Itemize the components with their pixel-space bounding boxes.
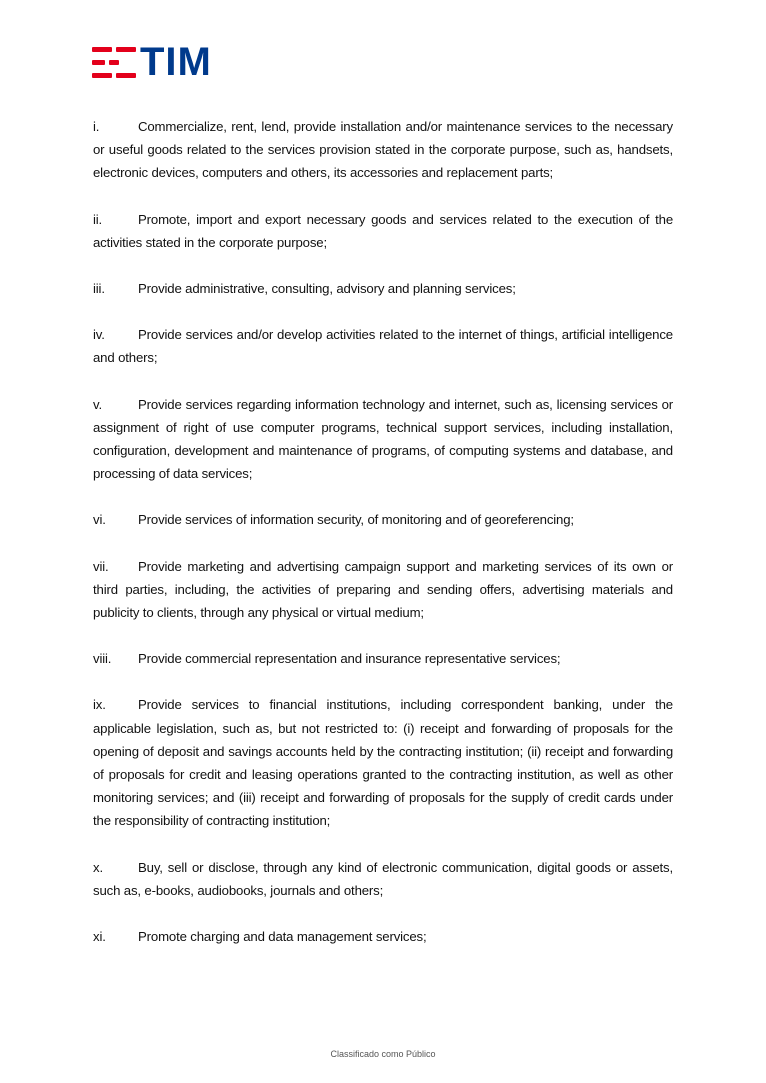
clause-number: ii.	[93, 211, 103, 227]
clause-text: Provide services regarding information technology and internet, such as, licensing services or assignment of right of use computer programs, technical support services, including installation, configuration, development and maintenance of programs, of computing systems and database, and processing of data services;	[93, 396, 673, 482]
clause-text: Buy, sell or disclose, through any kind of electronic communication, digital goods or assets, such as, e-books, audiobooks, journals and others;	[93, 859, 673, 898]
clause-item	[93, 323, 673, 369]
clause-text: Provide marketing and advertising campaign support and marketing services of its own or third parties, including, the activities of preparing and sending offers, advertising materials and publicity to clients, through any physical or virtual medium;	[93, 558, 673, 621]
clause-number: xi.	[93, 929, 106, 945]
clause-text: Provide services and/or develop activities related to the internet of things, artificial intelligence and others;	[93, 327, 673, 366]
clause-item	[93, 208, 673, 254]
clause-number: iii.	[93, 281, 105, 297]
clause-item	[93, 508, 673, 531]
clause-number: viii.	[93, 651, 112, 667]
tim-logo	[92, 40, 212, 84]
clause-item	[93, 115, 673, 185]
clause-item	[93, 555, 673, 625]
clause-item	[93, 856, 673, 902]
clause-text: Commercialize, rent, lend, provide installation and/or maintenance services to the necessary or useful goods related to the services provision stated in the corporate purpose, such as, handsets, electronic devices, computers and others, its accessories and replacement parts;	[93, 119, 673, 181]
clause-text: Promote charging and data management services;	[138, 929, 427, 945]
clause-text: Provide services of information security, of monitoring and of georeferencing;	[138, 512, 574, 528]
clause-number: i.	[93, 119, 100, 134]
clause-item	[93, 647, 673, 670]
clause-item	[93, 277, 673, 300]
clause-number: iv.	[93, 327, 105, 343]
clause-item	[93, 925, 673, 948]
tim-logo-mark-icon	[92, 46, 136, 79]
clause-number: x.	[93, 859, 103, 875]
clause-item	[93, 393, 673, 486]
clause-number: vi.	[93, 512, 106, 528]
classification-footer: Classificado como Público	[330, 1049, 436, 1059]
clause-text: Provide services to financial institutions, including correspondent banking, under the applicable legislation, such as, but not restricted to: (i) receipt and forwarding of proposals for the opening of deposit and savings accounts held by the contracting institution; (ii) receipt and forwarding of proposals for credit and leasing operations granted to the contracting institution, as well as other monitoring services; and (iii) receipt and forwarding of proposals for the supply of credit cards under the responsibility of contracting institution;	[93, 697, 673, 829]
document-body	[93, 115, 673, 971]
clause-text: Promote, import and export necessary goods and services related to the execution of the activities stated in the corporate purpose;	[93, 211, 673, 250]
clause-number: v.	[93, 396, 102, 412]
clause-text: Provide administrative, consulting, advisory and planning services;	[138, 281, 516, 297]
clause-item	[93, 693, 673, 832]
clause-number: ix.	[93, 697, 106, 713]
clause-number: vii.	[93, 558, 109, 574]
clause-text: Provide commercial representation and insurance representative services;	[138, 651, 561, 667]
logo-text: TIM	[140, 40, 212, 84]
